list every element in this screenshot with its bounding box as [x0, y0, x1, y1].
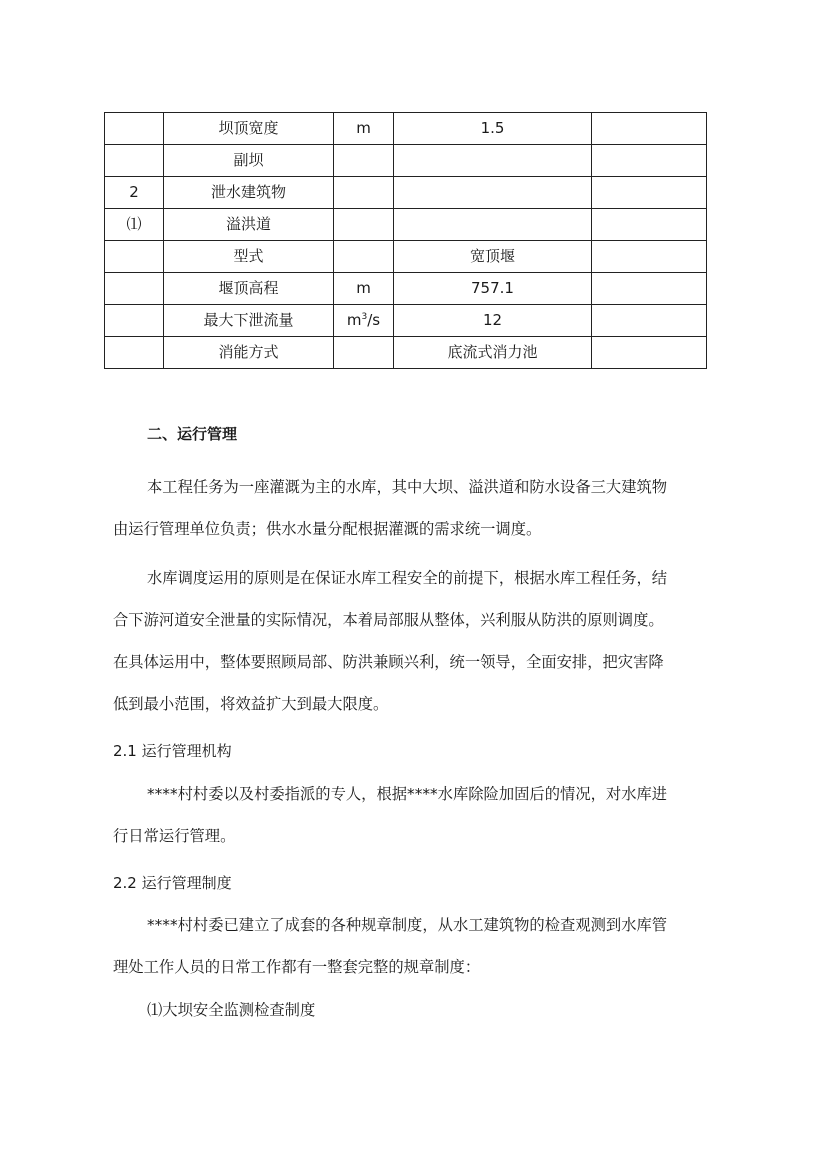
table-cell — [592, 273, 707, 305]
table-cell — [592, 337, 707, 369]
table-cell: 757.1 — [394, 273, 592, 305]
unit-base: m — [346, 311, 362, 329]
table-cell — [334, 145, 394, 177]
table-cell-unit — [334, 305, 394, 337]
paragraph-line: 由运行管理单位负责；供水水量分配根据灌溉的需求统一调度。 — [113, 520, 542, 538]
table-row — [105, 337, 707, 369]
table-cell: 宽顶堰 — [394, 241, 592, 273]
table-cell — [592, 241, 707, 273]
table-row — [105, 273, 707, 305]
table-cell — [592, 145, 707, 177]
table-cell — [394, 209, 592, 241]
table-cell — [105, 241, 164, 273]
paragraph-line: ****村村委已建立了成套的各种规章制度，从水工建筑物的检查观测到水库管 — [147, 916, 668, 934]
table-row — [105, 177, 707, 209]
table-cell: 型式 — [164, 241, 334, 273]
table-cell: 泄水建筑物 — [164, 177, 334, 209]
table-cell: 2 — [105, 177, 164, 209]
table-cell — [394, 145, 592, 177]
subsection-title: 2.1 运行管理机构 — [113, 742, 232, 760]
paragraph-line: 水库调度运用的原则是在保证水库工程安全的前提下，根据水库工程任务，结 — [147, 569, 668, 587]
table-cell: ⑴ — [105, 209, 164, 241]
table-cell: 最大下泄流量 — [164, 305, 334, 337]
unit-superscript: 3 — [361, 312, 368, 322]
table-cell: 消能方式 — [164, 337, 334, 369]
table-cell: m — [334, 113, 394, 145]
table-row — [105, 145, 707, 177]
table-cell — [334, 337, 394, 369]
subsection-title: 2.2 运行管理制度 — [113, 874, 232, 892]
unit-tail: /s — [367, 311, 381, 329]
table-cell — [334, 241, 394, 273]
table-cell — [394, 177, 592, 209]
table-cell — [105, 145, 164, 177]
table-cell: 1.5 — [394, 113, 592, 145]
table-cell — [105, 273, 164, 305]
paragraph-line: 行日常运行管理。 — [113, 827, 236, 845]
table-cell — [592, 113, 707, 145]
paragraph-line: 理处工作人员的日常工作都有一整套完整的规章制度： — [113, 958, 481, 976]
table-cell — [105, 305, 164, 337]
paragraph-line: 在具体运用中，整体要照顾局部、防洪兼顾兴利，统一领导，全面安排，把灾害降 — [113, 653, 664, 671]
table-row — [105, 113, 707, 145]
table-cell — [592, 305, 707, 337]
table-cell: 12 — [394, 305, 592, 337]
table-cell — [592, 209, 707, 241]
table-cell: m — [334, 273, 394, 305]
table-cell: 底流式消力池 — [394, 337, 592, 369]
paragraph-line: 低到最小范围，将效益扩大到最大限度。 — [113, 695, 389, 713]
table-cell — [592, 177, 707, 209]
table-row — [105, 209, 707, 241]
table-cell: 坝顶宽度 — [164, 113, 334, 145]
paragraph-line: ****村村委以及村委指派的专人，根据****水库除险加固后的情况，对水库进 — [147, 785, 668, 803]
table-cell: 副坝 — [164, 145, 334, 177]
table-cell — [105, 337, 164, 369]
table-cell: 溢洪道 — [164, 209, 334, 241]
table-cell — [334, 177, 394, 209]
table-row — [105, 305, 707, 337]
table-cell — [334, 209, 394, 241]
list-item: ⑴大坝安全监测检查制度 — [147, 1001, 316, 1019]
table-row — [105, 241, 707, 273]
spec-table — [104, 112, 707, 369]
paragraph-line: 合下游河道安全泄量的实际情况，本着局部服从整体，兴利服从防洪的原则调度。 — [113, 611, 664, 629]
paragraph-line: 本工程任务为一座灌溉为主的水库，其中大坝、溢洪道和防水设备三大建筑物 — [147, 478, 668, 496]
section-heading: 二、运行管理 — [147, 425, 238, 443]
table-cell: 堰顶高程 — [164, 273, 334, 305]
table-cell — [105, 113, 164, 145]
